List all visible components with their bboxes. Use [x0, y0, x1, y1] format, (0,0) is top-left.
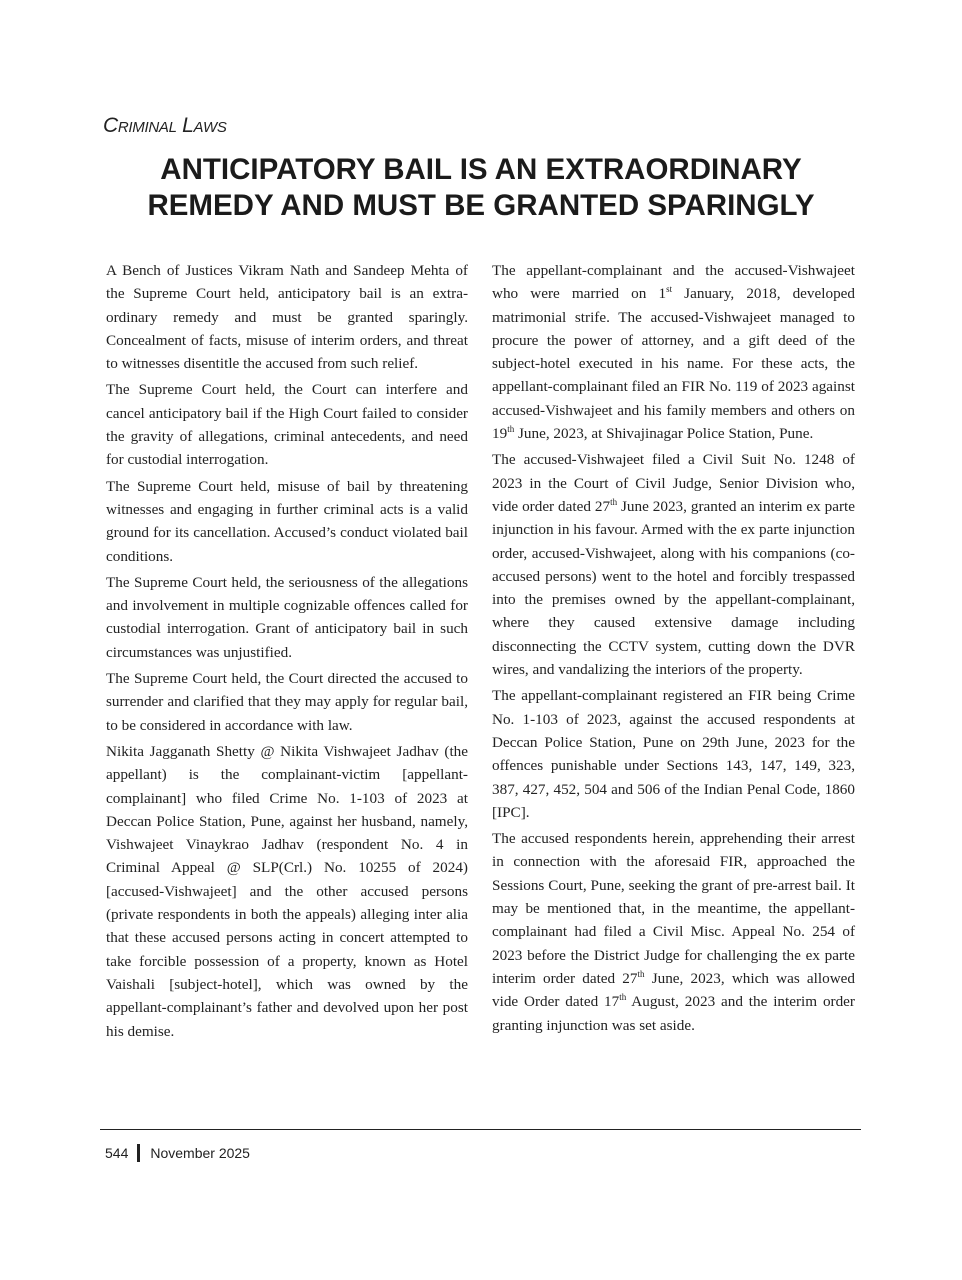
paragraph: The Supreme Court held, the Court can interfere and cancel anticipatory bail if the High Court failed to consider the gravity of allegations, criminal antecedents, and need for custodial interrogation. — [106, 381, 468, 469]
article-title — [60, 152, 902, 224]
footer-separator — [137, 1144, 140, 1162]
superscript: th — [610, 496, 618, 507]
page-footer — [105, 1144, 250, 1162]
issue-date: November 2025 — [150, 1145, 250, 1161]
text-run: June, 2023, at Shivajinagar Police Station, Pune. — [514, 425, 814, 443]
paragraph — [492, 448, 855, 681]
superscript: th — [637, 968, 645, 979]
paragraph: The appellant-complainant registered an FIR being Crime No. 1-103 of 2023, against the accused respondents at Deccan Police Station, Pune on 29th June, 2023 for the offences punishable under Sections 143, 147, 149, 323, 387, 427, 452, 504 and 506 of the Indian Penal Code, 1860 [IPC]. — [492, 687, 855, 821]
text-run: August, 2023 and the interim order granting injunction was set aside. — [492, 993, 855, 1034]
text-run: June, 2023, which was allowed vide Order dated 17 — [492, 969, 855, 1011]
paragraph — [492, 259, 855, 445]
footer-divider — [100, 1129, 861, 1130]
title-line-1: ANTICIPATORY BAIL IS AN EXTRAORDINARY — [160, 153, 802, 186]
paragraph: Nikita Jagganath Shetty @ Nikita Vishwajeet Jadhav (the appellant) is the complainant-victim [appellant-complainant] who filed Crime No. 1-103 of 2023 at Deccan Police Station, Pune, against her husband, namely, Vishwajeet Vinaykrao Jadhav (respondent No. 4 in Criminal Appeal @ SLP(Crl.) No. 10255 of 2024) [accused-Vishwajeet] and the other accused persons (private respondents in both the appeals) alleging inter alia that these accused persons acting in concert attempted to take forcible possession of a property, known as Hotel Vaishali [subject-hotel], which was owned by the appellant-complainant’s father and devolved upon her post his demise. — [106, 742, 468, 1040]
text-run: The accused respondents herein, apprehending their arrest in connection with the aforesaid FIR, approached the Sessions Court, Pune, seeking the grant of pre-arrest bail. It may be mentioned that, in the meantime, the appellant-complainant had filed a Civil Misc. Appeal No. 254 of 2023 before the District Judge for challenging the ex parte interim order dated 27 — [492, 830, 855, 987]
page-number: 544 — [105, 1145, 129, 1161]
text-run: June 2023, granted an interim ex parte injunction in his favour. Armed with the ex parte injunction order, accused-Vishwajeet, along with his companions (co-accused persons) went to the hotel and forcibly trespassed into the premises owned by the appellant-complainant, where they caused extensive damage including disconnecting the CCTV system, cutting down the DVR wires, and vandalizing the interiors of the property. — [492, 497, 856, 679]
title-line-2: REMEDY AND MUST BE GRANTED SPARINGLY — [147, 189, 815, 222]
superscript: th — [619, 992, 627, 1003]
left-column — [106, 259, 468, 1046]
paragraph: The Supreme Court held, the seriousness of the allegations and involvement in multiple cognizable offences called for custodial interrogation. Grant of anticipatory bail in such circumstances was unjustified. — [106, 573, 468, 661]
right-column — [492, 259, 855, 1040]
paragraph: The Supreme Court held, the Court directed the accused to surrender and clarified that they may apply for regular bail, to be considered in accordance with law. — [106, 670, 468, 734]
section-label: Criminal Laws — [103, 114, 227, 137]
paragraph: The Supreme Court held, misuse of bail by threatening witnesses and engaging in further criminal acts is a valid ground for its cancellation. Accused’s conduct violated bail conditions. — [106, 477, 468, 565]
superscript: th — [507, 424, 515, 435]
text-run: The accused-Vishwajeet filed a Civil Suit No. 1248 of 2023 in the Court of Civil Judge, Senior Division who, vide order dated 27 — [492, 451, 855, 515]
paragraph — [492, 827, 855, 1037]
text-run: The appellant-complainant and the accused-Vishwajeet who were married on 1 — [492, 262, 855, 303]
superscript: st — [666, 284, 673, 295]
text-run: January, 2018, developed matrimonial strife. The accused-Vishwajeet managed to procure the power of attorney, and a gift deed of the subject-hotel executed in his name. For these acts, the appellant-complainant filed an FIR No. 119 of 2023 against accused-Vishwajeet and his family members and others on 19 — [492, 285, 855, 443]
paragraph: A Bench of Justices Vikram Nath and Sandeep Mehta of the Supreme Court held, anticipatory bail is an extra-ordinary remedy and must be granted sparingly. Concealment of facts, misuse of interim orders, and threat to witnesses disentitle the accused from such relief. — [106, 262, 468, 373]
